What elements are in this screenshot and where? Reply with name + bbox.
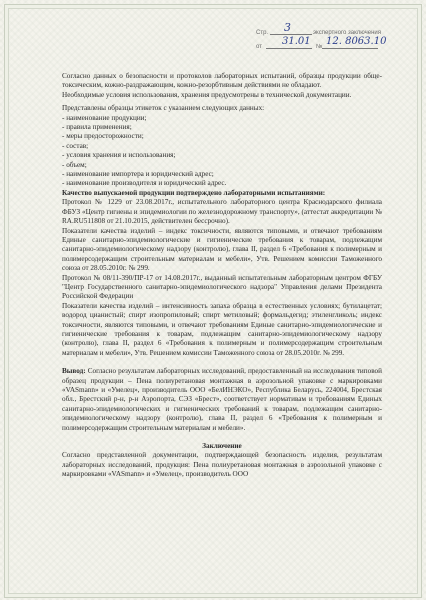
- conclusion-label: Вывод:: [62, 367, 86, 376]
- list-item: - объем;: [62, 160, 87, 169]
- quality-indicators-1: Показатели качества изделий – индекс токсичности, являются типовыми, и отвечают требованиям Единые санитарно-эпидемиологические и гигиенические требования к товарам, подлежащим санитарно-эпидемиологическому надзору (контролю), глава II, раздел 6 «Требования к полимерным и полимерсодержащим строительным материалам и мебели», Утв. Решением комиссии Таможенного союза от 28.05.2010г. № 299.: [62, 226, 382, 273]
- labels-intro: Представлены образцы этикеток с указанием следующих данных:: [62, 104, 265, 113]
- date-prefix: от: [256, 44, 262, 50]
- page-label: Стр.: [256, 30, 269, 36]
- document-body: [62, 72, 382, 480]
- list-item: - наименование импортера и юридический адрес;: [62, 170, 214, 179]
- date-value: 31.01: [282, 36, 311, 47]
- quality-indicators-2: Показатели качества изделий – интенсивность запаха образца в естественных условиях; бутилацетат; водород цианистый; спирт изопропиловый; спирт метиловый; формальдегид; этиленгликоль; индекс токсичности, являются типовыми, и отвечают требованиям Единые санитарно-эпидемиологические и гигиенические требования к товарам, подлежащим санитарно-эпидемиологическому надзору (контролю), глава II, раздел 6 «Требования к полимерным и полимерсодержащим строительным материалам и мебели», Утв. Решением комиссии Таможенного союза от 28.05.2010г. № 299.: [62, 301, 382, 357]
- list-item: - правила применения;: [62, 123, 132, 132]
- safety-paragraph: Согласно данных о безопасности и протоколов лабораторных испытаний, образцы продукции обще-токсическим, кожно-раздражающим, кожно-резорбтивным действиями не обладают.: [62, 72, 382, 90]
- page-label-suffix: экспертного заключения: [313, 30, 382, 36]
- final-heading: Заключение: [202, 442, 242, 451]
- final-text: Согласно представленной документации, подтверждающей безопасность изделия, результатам лабораторных исследований, продукция: Пена полиуретановая монтажная в аэрозольной упаковке с маркировками «VASmann» и «Умелец», производитель ООО: [62, 451, 382, 479]
- list-item: - условия хранения и использования;: [62, 151, 176, 160]
- list-item: - наименование производителя и юридический адрес.: [62, 179, 227, 188]
- number-rule: [322, 48, 378, 49]
- number-prefix: №: [316, 44, 323, 50]
- number-value: 12. 8063.10: [326, 36, 387, 47]
- conclusion-paragraph: [62, 367, 382, 433]
- date-rule: [266, 48, 312, 49]
- storage-paragraph: Необходимые условия использования, хранения предусмотрены в технической документации.: [62, 90, 352, 99]
- page-number: 3: [284, 21, 291, 34]
- list-item: - наименование продукции;: [62, 113, 147, 122]
- protocol-1229: Протокол № 1229 от 23.08.2017г., испытательного лабораторного центра Краснодарского филиала ФБУЗ «Центр гигиены и эпидемиологии по железнодорожному транспорту», (аттестат аккредитации № RA.RU511808 от 21.10.2015, действителен бессрочно).: [62, 198, 382, 226]
- conclusion-text: Согласно результатам лабораторных исследований, предоставленный на исследования типовой образец продукции – Пена полиуретановая монтажная в аэрозольной упаковке с маркировками «VASmann» и «Умелец», производитель ООО «БелИНЭКО», Республика Беларусь, 224004, Брестская обл., Брестский р-н, р-н Аэропорта, СЭЗ «Брест», соответствует нормативам и требованиям Единых санитарно-эпидемиологических и гигиенических требований к товарам, подлежащим санитарно-эпидемиологическому надзору (контролю), глава II, раздел 6 «Требования к полимерным и полимерсодержащим строительным материалам и мебели».: [62, 367, 382, 432]
- page-number-rule: [270, 34, 312, 35]
- list-item: - меры предосторожности;: [62, 132, 144, 141]
- quality-heading: Качество выпускаемой продукции подтверждено лабораторными испытаниями:: [62, 188, 326, 197]
- list-item: - состав;: [62, 141, 89, 150]
- protocol-08-11: Протокол № 08/11-390/ПР-17 от 14.08.2017г., выданный испытательным лабораторным центром ФГБУ "Центр Государственного санитарно-эпидемиологического надзора" Управления делами Президента Российской Федерации: [62, 273, 382, 301]
